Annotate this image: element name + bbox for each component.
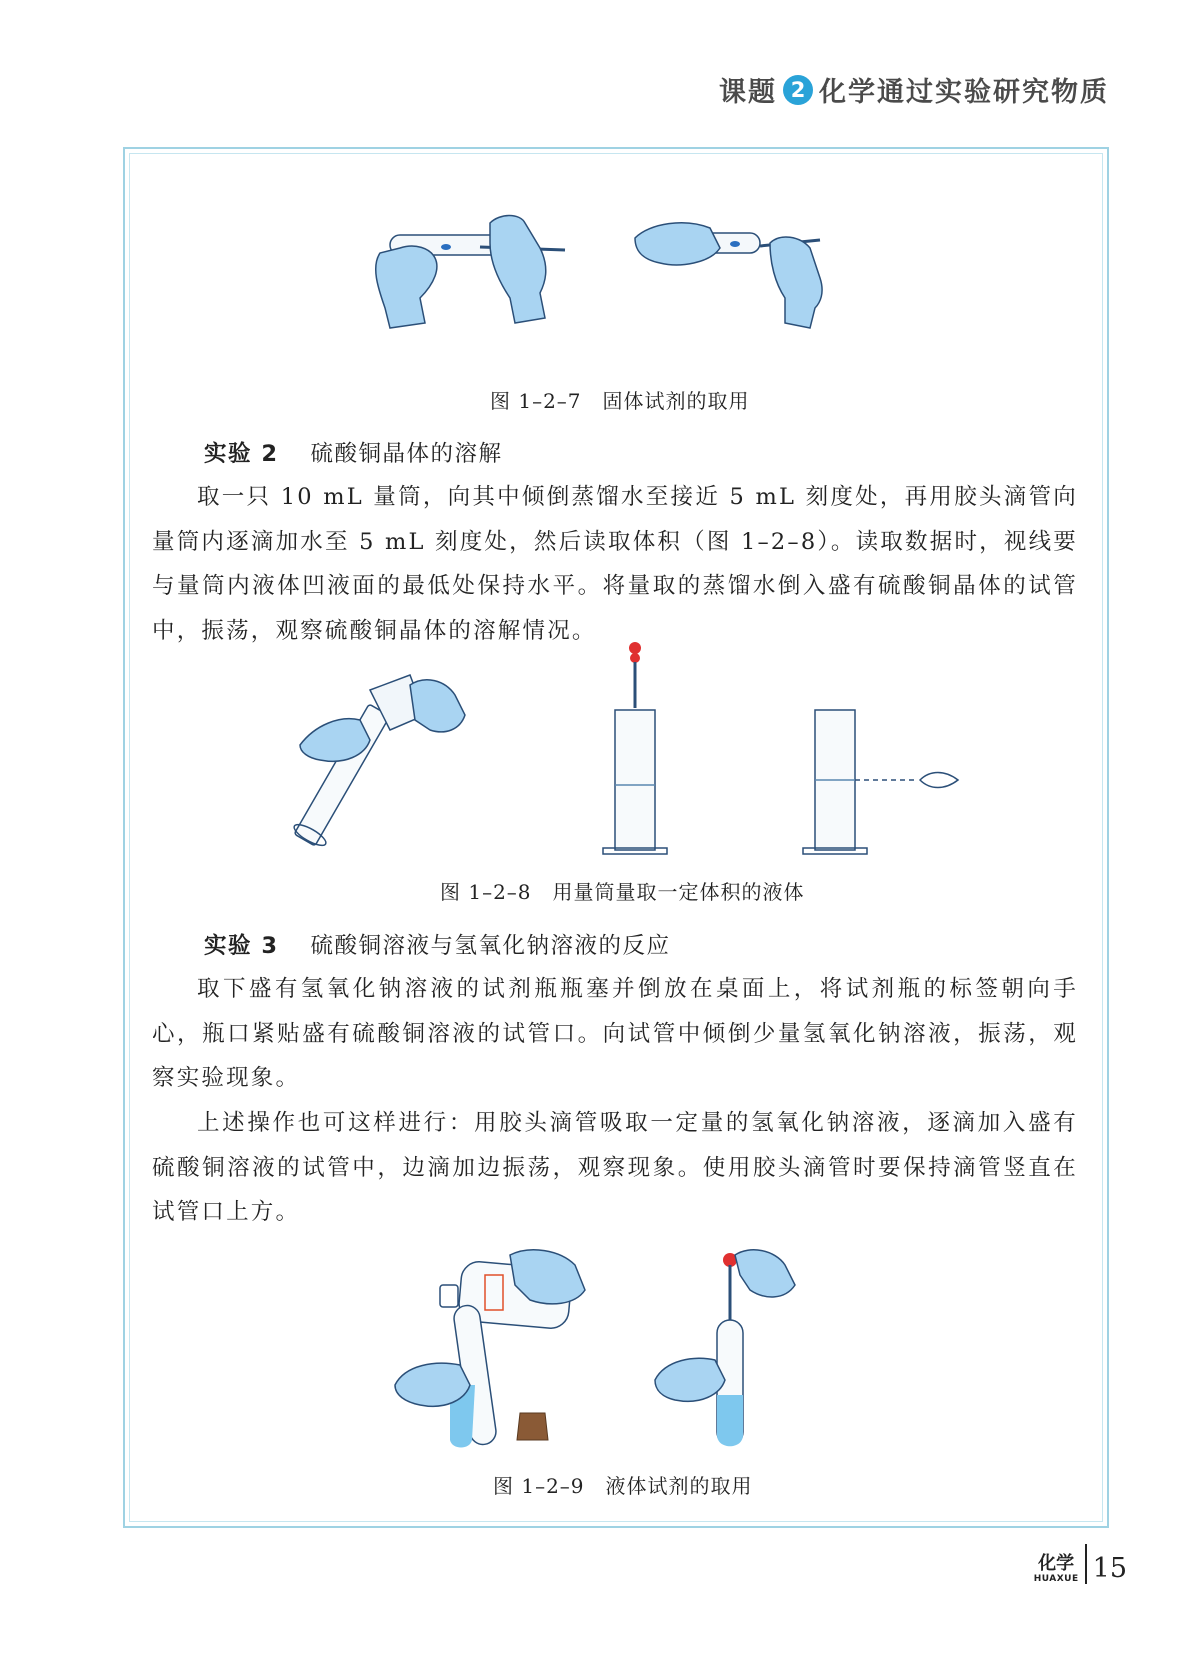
figure-1-2-7-illustration: [340, 188, 900, 363]
experiment-label: 实验 2: [204, 441, 279, 467]
experiment-title: 硫酸铜晶体的溶解: [310, 441, 503, 467]
subject-mark: [1034, 1554, 1079, 1584]
glove-hand-dropper-icon: [735, 1250, 795, 1297]
footer-divider: [1085, 1544, 1087, 1584]
glove-hand-beaker-icon: [410, 680, 465, 732]
experiment-2-text: 取一只 10 mL 量筒，向其中倾倒蒸馏水至接近 5 mL 刻度处，再用胶头滴管向量筒内逐滴加水至 5 mL 刻度处，然后读取体积（图 1–2–8）。读取数据时，视线要与量筒内液体凹液面的最低处保持水平。将量取的蒸馏水倒入盛有硫酸铜晶体的试管中，振荡，观察硫酸铜晶体的溶解情况。: [152, 484, 1078, 644]
figure-caption: 图 1–2–7 固体试剂的取用: [490, 389, 750, 413]
page-footer: [1034, 1544, 1127, 1584]
experiment-2-heading: [204, 436, 503, 468]
glove-hand-holding-tube-icon: [635, 223, 720, 265]
page-number: 15: [1092, 1553, 1127, 1584]
experiment-3-text-1: 取下盛有氢氧化钠溶液的试剂瓶瓶塞并倒放在桌面上，将试剂瓶的标签朝向手心，瓶口紧贴盛有硫酸铜溶液的试管口。向试管中倾倒少量氢氧化钠溶液，振荡，观察实验现象。: [152, 976, 1078, 1091]
experiment-label: 实验 3: [204, 933, 279, 959]
experiment-3-text-2: 上述操作也可这样进行：用胶头滴管吸取一定量的氢氧化钠溶液，逐滴加入盛有硫酸铜溶液的试管中，边滴加边振荡，观察现象。使用胶头滴管时要保持滴管竖直在试管口上方。: [152, 1110, 1078, 1225]
glove-hand-tube-holder-icon: [655, 1358, 725, 1401]
chapter-header: [719, 70, 1109, 109]
reading-cylinder-illustration: [803, 710, 915, 854]
chapter-number-badge: 2: [783, 75, 813, 105]
bottle-stopper-icon: [517, 1413, 548, 1440]
experiment-title: 硫酸铜溶液与氢氧化钠溶液的反应: [310, 933, 671, 959]
header-title: 化学通过实验研究物质: [819, 77, 1109, 108]
eye-icon: [920, 773, 958, 788]
figure-1-2-8-illustration: [290, 640, 960, 855]
glove-hand-test-tube-icon: [395, 1363, 470, 1406]
glove-left-hand-icon: [376, 246, 437, 328]
figure-1-2-9-illustration: [390, 1245, 870, 1450]
subject-name: 化学: [1038, 1553, 1075, 1574]
header-prefix: 课题: [719, 77, 777, 108]
experiment-3-heading: [204, 928, 671, 960]
figure-caption: 图 1–2–9 液体试剂的取用: [493, 1474, 753, 1498]
glove-hand-spatula-icon: [770, 237, 822, 328]
subject-pinyin: HUAXUE: [1033, 1574, 1079, 1584]
dropper-test-tube-illustration: [717, 1253, 743, 1446]
pouring-cylinder-illustration: [291, 675, 425, 849]
glove-right-hand-icon: [490, 216, 546, 324]
figure-caption: 图 1–2–8 用量筒量取一定体积的液体: [440, 880, 805, 904]
dropper-cylinder-illustration: [603, 642, 667, 854]
